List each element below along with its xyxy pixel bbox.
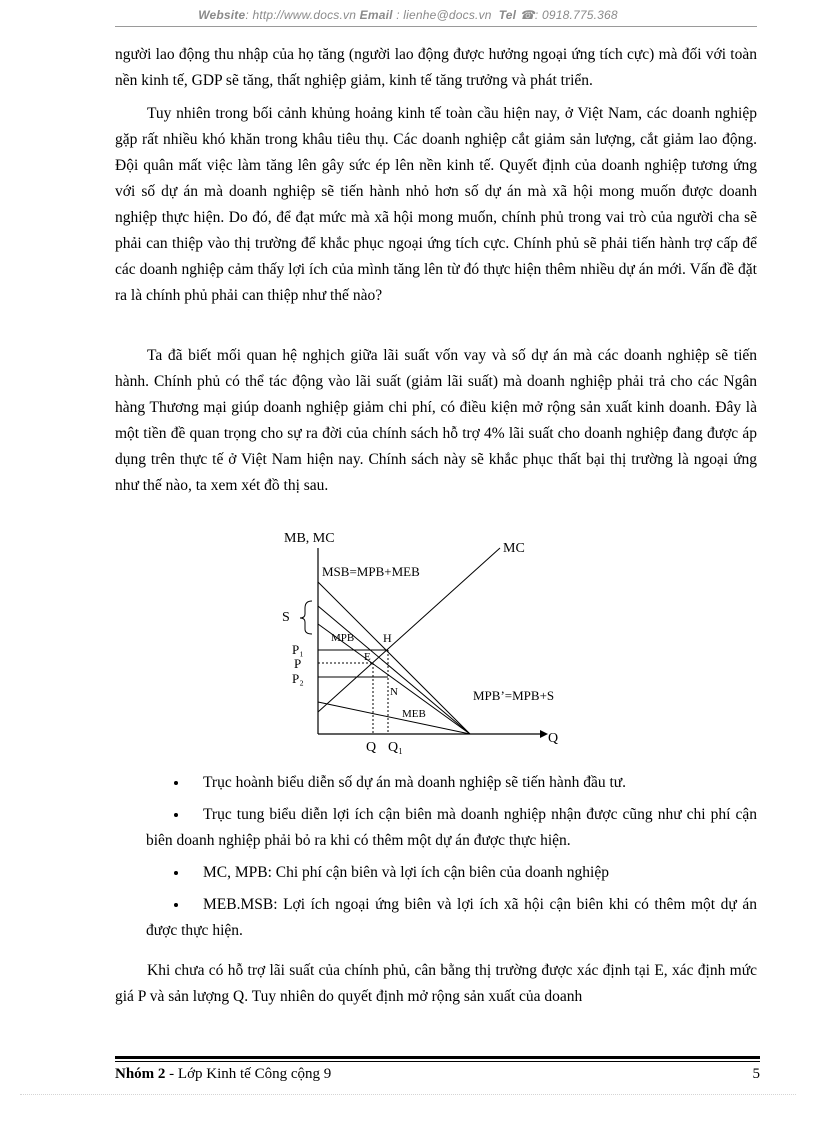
bullet-dot-icon — [174, 903, 178, 907]
mpb-label: MPB — [331, 632, 355, 644]
tick-q1: Q₁ — [388, 740, 403, 755]
point-n-label: N — [390, 686, 398, 698]
mc-label: MC — [503, 541, 525, 556]
x-axis-arrow — [540, 730, 548, 738]
subsidy-label: S — [282, 610, 290, 625]
meb-label: MEB — [402, 708, 426, 720]
msb-label: MSB=MPB+MEB — [322, 564, 420, 579]
subsidy-brace — [300, 601, 312, 634]
footer-class: - Lớp Kinh tế Công cộng 9 — [165, 1066, 332, 1082]
msb-curve — [318, 582, 470, 734]
tick-p2: P₂ — [292, 671, 304, 686]
economic-chart — [270, 520, 590, 760]
paragraph-3: Ta đã biết mối quan hệ nghịch giữa lãi suất vốn vay và số dự án mà các doanh nghiệp sẽ tiến hành. Chính phủ có thể tác động vào lãi suất (giảm lãi suất) mà doanh nghiệp phải trả cho các Ngân hàng Thương mại giúp doanh nghiệp giảm chi phí, có điều kiện mở rộng sản xuất kinh doanh. Đây là một tiền đề quan trọng cho sự ra đời của chính sách hỗ trợ 4% lãi suất cho doanh nghiệp đang được áp dụng trên thực tế ở Việt Nam hiện nay. Chính sách này sẽ khắc phục thất bại thị trường là ngoại ứng như thế nào, ta xem xét đồ thị sau. — [115, 347, 757, 494]
email-value: : lienhe@docs.vn — [392, 8, 492, 22]
list-item: Trục hoành biểu diễn số dự án mà doanh nghiệp sẽ tiến hành đầu tư. — [146, 770, 757, 796]
bullet-dot-icon — [174, 781, 178, 785]
tick-p1: P₁ — [292, 642, 304, 657]
x-axis-label: Q — [548, 731, 559, 746]
paragraph-1: người lao động thu nhập của họ tăng (người lao động được hưởng ngoại ứng tích cực) mà đối với toàn nền kinh tế, GDP sẽ tăng, thất nghiệp giảm, kinh tế tăng trưởng và phát triển. — [115, 46, 757, 89]
bullet-dot-icon — [174, 871, 178, 875]
email-label: Email — [359, 8, 393, 22]
mpb-prime-curve — [318, 606, 470, 734]
tel-label: Tel — [498, 8, 517, 22]
tel-value: ☎: 0918.775.368 — [519, 8, 618, 22]
page-number: 5 — [752, 1066, 760, 1082]
point-e-label: E — [364, 651, 371, 663]
paragraph-4: Khi chưa có hỗ trợ lãi suất của chính phủ, cân bằng thị trường được xác định tại E, xác định mức giá P và sản lượng Q. Tuy nhiên do quyết định mở rộng sản xuất của doanh — [115, 962, 757, 1005]
footer-divider-thick — [115, 1056, 760, 1059]
website-label: Website — [198, 8, 246, 22]
list-item: MC, MPB: Chi phí cận biên và lợi ích cận biên của doanh nghiệp — [146, 860, 757, 886]
footer-divider-thin — [115, 1061, 760, 1062]
website-value: : http://www.docs.vn — [245, 8, 357, 22]
list-item: Trục tung biểu diễn lợi ích cận biên mà doanh nghiệp nhận được cũng như chi phí cận biên doanh nghiệp phải bỏ ra khi có thêm một dự án được thực hiện. — [146, 806, 757, 849]
list-item: MEB.MSB: Lợi ích ngoại ứng biên và lợi ích xã hội cận biên khi có thêm một dự án được thực hiện. — [146, 896, 757, 939]
bullet-list — [146, 770, 757, 950]
tick-q: Q — [366, 740, 377, 755]
header-divider — [115, 26, 757, 27]
tick-p: P — [294, 656, 302, 671]
page-bottom-border — [20, 1094, 796, 1095]
point-h-label: H — [383, 631, 392, 645]
y-axis-label: MB, MC — [284, 531, 335, 546]
footer-group: Nhóm 2 — [115, 1066, 166, 1082]
paragraph-2: Tuy nhiên trong bối cảnh khủng hoảng kinh tế toàn cầu hiện nay, ở Việt Nam, các doanh nghiệp gặp rất nhiều khó khăn trong khâu tiêu thụ. Các doanh nghiệp cắt giảm sản lượng, cắt giảm lao động. Đội quân mất việc làm tăng lên gây sức ép lên nền kinh tế. Quyết định của doanh nghiệp tương ứng với số dự án mà doanh nghiệp sẽ tiến hành nhỏ hơn số dự án mà xã hội mong muốn được doanh nghiệp thực hiện. Do đó, để đạt mức mà xã hội mong muốn, chính phủ trong vai trò của người cha sẽ phải can thiệp vào thị trường để khắc phục ngoại ứng tích cực. Chính phủ sẽ phải tiến hành trợ cấp để các doanh nghiệp cảm thấy lợi ích của mình tăng lên từ đó thực hiện thêm nhiều dự án mới. Vấn đề đặt ra là chính phủ phải can thiệp như thế nào? — [115, 105, 757, 304]
bullet-dot-icon — [174, 813, 178, 817]
page-header — [0, 8, 816, 22]
mpb-prime-label: MPB’=MPB+S — [473, 688, 555, 703]
